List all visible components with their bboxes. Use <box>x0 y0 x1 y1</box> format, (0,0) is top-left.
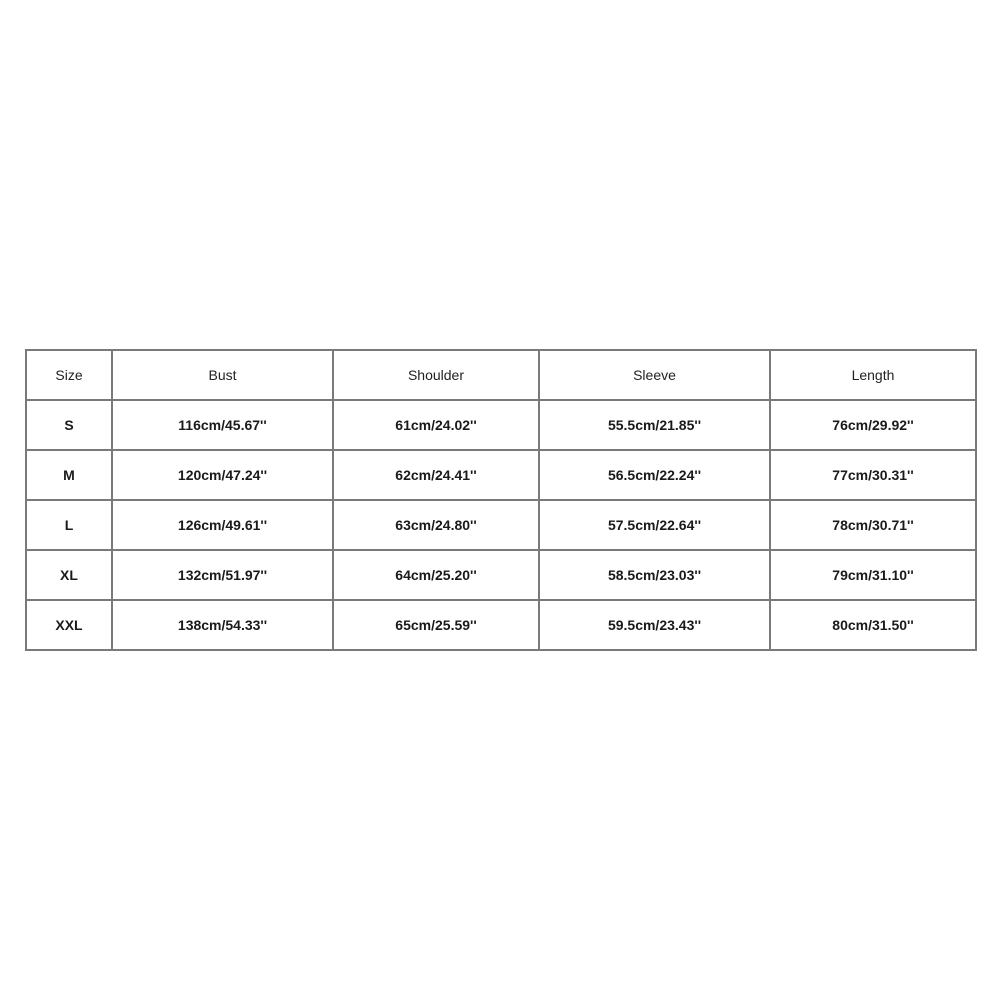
length-cell: 76cm/29.92'' <box>770 400 976 450</box>
shoulder-cell: 65cm/25.59'' <box>333 600 539 650</box>
size-cell: XXL <box>26 600 112 650</box>
size-cell: M <box>26 450 112 500</box>
sleeve-cell: 55.5cm/21.85'' <box>539 400 770 450</box>
sleeve-cell: 58.5cm/23.03'' <box>539 550 770 600</box>
size-cell: S <box>26 400 112 450</box>
header-size: Size <box>26 350 112 400</box>
table-row <box>26 550 976 600</box>
bust-cell: 126cm/49.61'' <box>112 500 333 550</box>
shoulder-cell: 62cm/24.41'' <box>333 450 539 500</box>
sleeve-cell: 57.5cm/22.64'' <box>539 500 770 550</box>
length-cell: 80cm/31.50'' <box>770 600 976 650</box>
bust-cell: 138cm/54.33'' <box>112 600 333 650</box>
bust-cell: 132cm/51.97'' <box>112 550 333 600</box>
size-chart-table <box>25 349 977 651</box>
table-row <box>26 500 976 550</box>
header-sleeve: Sleeve <box>539 350 770 400</box>
length-cell: 78cm/30.71'' <box>770 500 976 550</box>
shoulder-cell: 63cm/24.80'' <box>333 500 539 550</box>
shoulder-cell: 64cm/25.20'' <box>333 550 539 600</box>
size-cell: L <box>26 500 112 550</box>
header-bust: Bust <box>112 350 333 400</box>
shoulder-cell: 61cm/24.02'' <box>333 400 539 450</box>
table-row <box>26 400 976 450</box>
table-row <box>26 600 976 650</box>
length-cell: 77cm/30.31'' <box>770 450 976 500</box>
sleeve-cell: 56.5cm/22.24'' <box>539 450 770 500</box>
length-cell: 79cm/31.10'' <box>770 550 976 600</box>
table-row <box>26 450 976 500</box>
header-length: Length <box>770 350 976 400</box>
bust-cell: 116cm/45.67'' <box>112 400 333 450</box>
size-cell: XL <box>26 550 112 600</box>
table-header-row <box>26 350 976 400</box>
bust-cell: 120cm/47.24'' <box>112 450 333 500</box>
header-shoulder: Shoulder <box>333 350 539 400</box>
sleeve-cell: 59.5cm/23.43'' <box>539 600 770 650</box>
